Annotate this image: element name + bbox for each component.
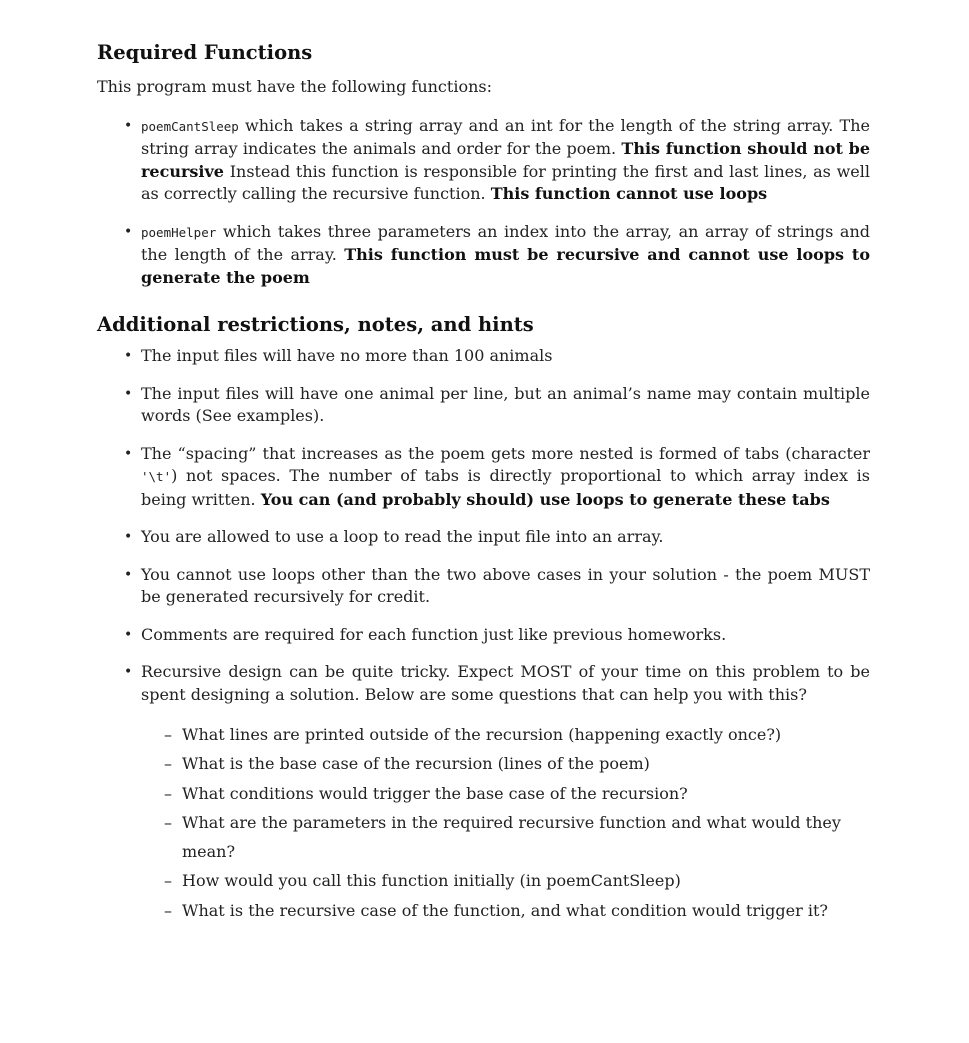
sub-item-text: How would you call this function initially (in poemCantSleep): [182, 871, 681, 891]
section-heading-required-functions: Required Functions: [97, 41, 313, 64]
tab-character-code: '\t': [141, 469, 172, 484]
list-item: [97, 383, 870, 428]
bullet-icon: •: [124, 566, 133, 583]
bullet-icon: •: [124, 117, 133, 134]
sub-item-text: What is the recursive case of the function, and what condition would trigger it?: [182, 900, 828, 920]
item-emphasis: This function must be recursive and cannot use loops to generate the poem: [141, 245, 870, 287]
sub-item-text: What is the base case of the recursion (lines of the poem): [182, 754, 650, 774]
list-item: [97, 564, 870, 609]
document-page: [97, 40, 870, 925]
sub-item-text: What lines are printed outside of the recursion (happening exactly once?): [182, 725, 782, 744]
bullet-icon: •: [124, 626, 133, 643]
item-text: ) not spaces. The number of tabs is directly proportional to which array index is being written.: [141, 466, 870, 509]
sub-list-item: [141, 720, 870, 749]
dash-icon: –: [164, 871, 172, 891]
bullet-icon: •: [124, 445, 133, 462]
function-name-code: poemHelper: [141, 224, 217, 240]
item-emphasis: This function should not be recursive: [141, 139, 871, 181]
sub-list-item: [141, 866, 870, 895]
list-item: [97, 345, 870, 368]
item-emphasis: You can (and probably should) use loops to generate these tabs: [260, 489, 830, 509]
bullet-icon: •: [124, 348, 133, 364]
sub-list-item: [141, 749, 870, 778]
list-item-poemcantsleep: [97, 115, 870, 206]
sub-item-text: What are the parameters in the required recursive function and what would they mean?: [182, 812, 841, 862]
item-text: You are allowed to use a loop to read the input file into an array.: [141, 527, 664, 546]
section-intro: This program must have the following functions:: [97, 77, 492, 96]
item-text: The input files will have no more than 100 animals: [141, 346, 553, 365]
list-item: [97, 661, 870, 925]
required-functions-list: [97, 115, 870, 290]
restrictions-list: [97, 345, 870, 925]
bullet-icon: •: [124, 385, 133, 402]
list-item: [97, 526, 870, 549]
list-item: [97, 443, 870, 512]
item-text: Comments are required for each function just like previous homeworks.: [141, 624, 727, 644]
item-text: which takes three parameters an index into the array, an array of strings and the length of the array.: [141, 221, 870, 264]
dash-icon: –: [164, 725, 172, 744]
design-questions-list: [141, 720, 870, 925]
dash-icon: –: [164, 783, 172, 803]
sub-list-item: [141, 896, 870, 925]
dash-icon: –: [164, 812, 172, 832]
list-item: [97, 624, 870, 647]
list-item-poemhelper: [97, 221, 870, 290]
item-text: The “spacing” that increases as the poem gets more nested is formed of tabs (character: [141, 443, 870, 463]
function-name-code: poemCantSleep: [141, 118, 239, 134]
sub-list-item: [141, 808, 870, 867]
item-text: which takes a string array and an int for the length of the string array. The string array indicates the animals and order for the poem.: [141, 115, 870, 158]
item-emphasis: This function cannot use loops: [490, 184, 768, 203]
sub-item-text: What conditions would trigger the base case of the recursion?: [182, 783, 688, 803]
sub-list-item: [141, 779, 870, 808]
bullet-icon: •: [124, 664, 133, 680]
dash-icon: –: [164, 754, 172, 774]
bullet-icon: •: [124, 223, 133, 240]
section-heading-additional-restrictions: Additional restrictions, notes, and hints: [97, 313, 534, 336]
dash-icon: –: [164, 900, 172, 920]
item-text: You cannot use loops other than the two above cases in your solution - the poem MUST be generated recursively for credit.: [141, 564, 870, 606]
item-text: Recursive design can be quite tricky. Expect MOST of your time on this problem to be spent designing a solution. Below are some questions that can help you with this?: [141, 662, 870, 704]
item-text: The input files will have one animal per line, but an animal’s name may contain multiple words (See examples).: [141, 383, 870, 425]
item-text: Instead this function is responsible for printing the first and last lines, as well as correctly calling the recursive function.: [141, 161, 870, 203]
bullet-icon: •: [124, 529, 133, 545]
